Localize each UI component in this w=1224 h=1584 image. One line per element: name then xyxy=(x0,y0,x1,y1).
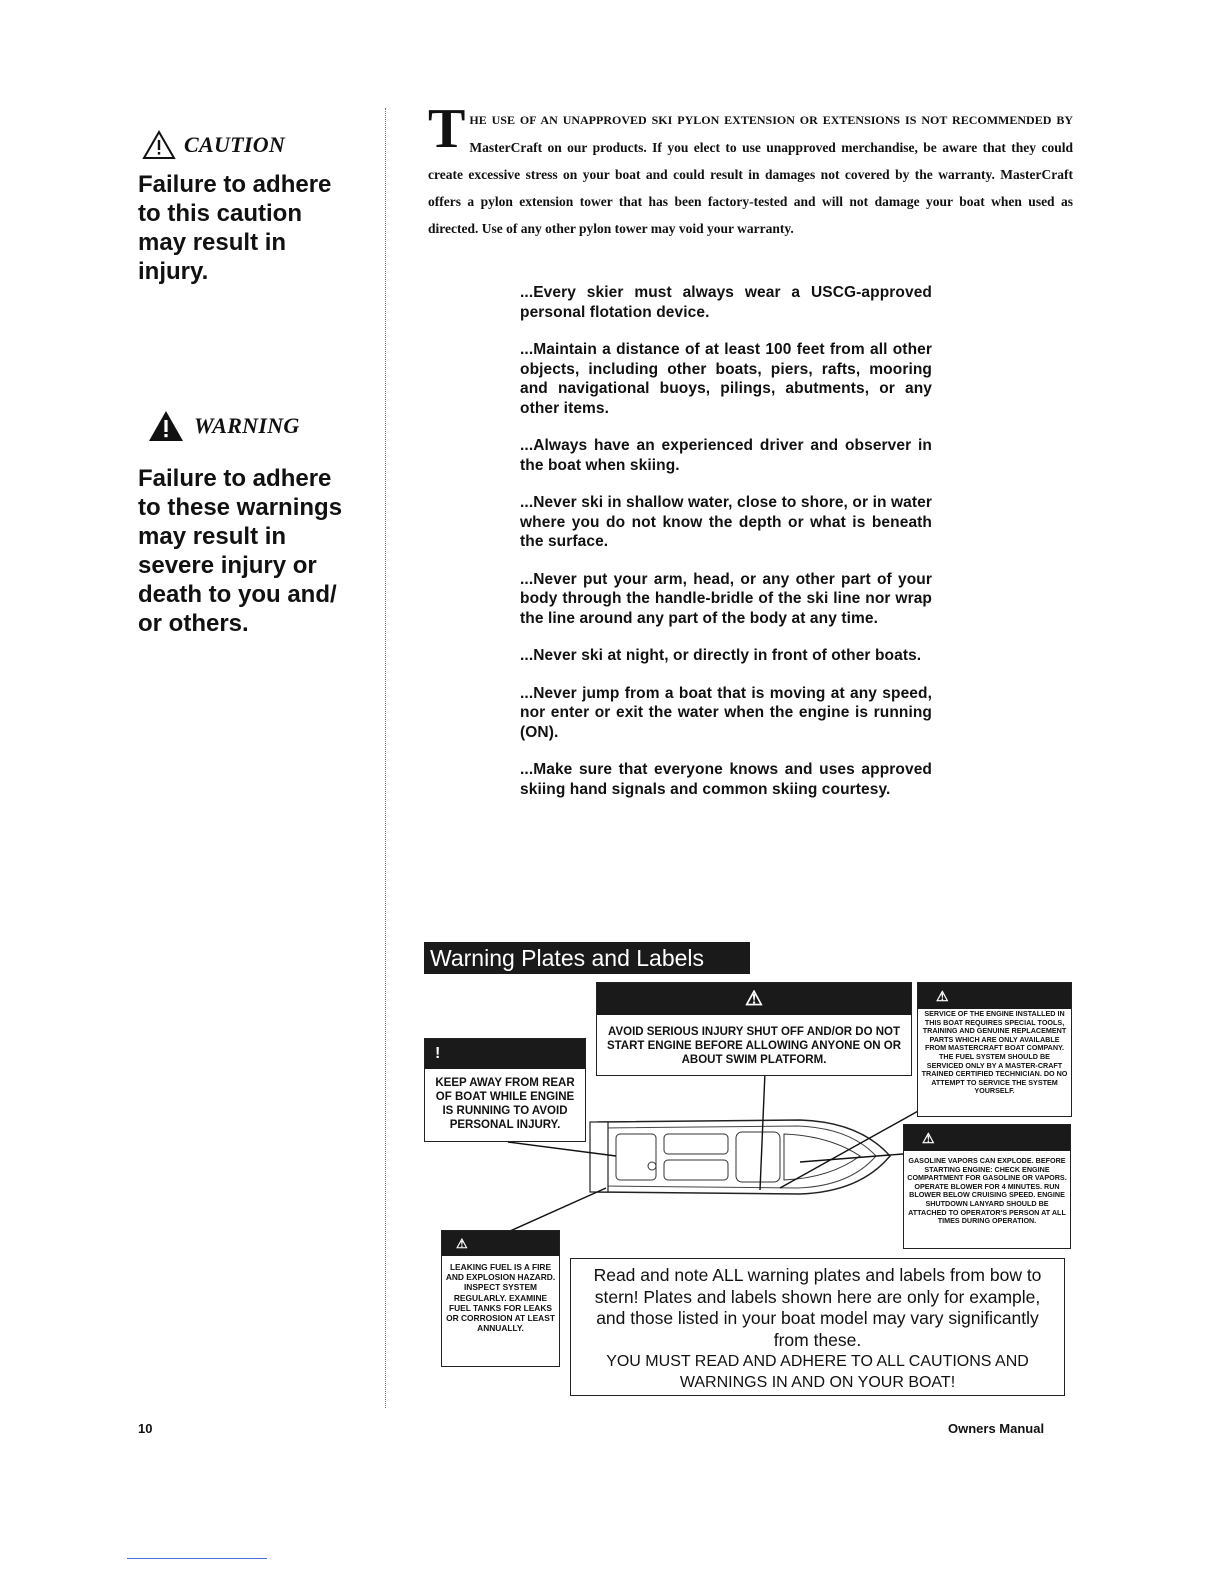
warning-symbol-icon: ⚠ xyxy=(597,983,911,1015)
caution-text: Failure to adhere to this caution may result in injury. xyxy=(138,171,332,285)
warning-label: WARNING xyxy=(194,413,300,438)
exclamation-icon: ! xyxy=(425,1039,585,1069)
column-divider xyxy=(385,108,386,1408)
scan-edge-line xyxy=(127,1558,267,1559)
label-text: GASOLINE VAPORS CAN EXPLODE. BEFORE STARTING ENGINE: CHECK ENGINE COMPARTMENT FOR GASOLINE OR VAPORS. OPERATE BLOWER FOR 4 MINUTES. RUN BLOWER BELOW CRUISING SPEED. ENGINE SHUTDOWN LANYARD SHOULD BE ATTACHED TO OPERATOR'S PERSON AT ALL TIMES DURING OPERATION. xyxy=(907,1156,1067,1226)
label-text: SERVICE OF THE ENGINE INSTALLED IN THIS BOAT REQUIRES SPECIAL TOOLS, TRAINING AND GENUINE REPLACEMENT PARTS WHICH ARE ONLY AVAILABLE FROM MASTERCRAFT BOAT COMPANY. THE FUEL SYSTEM SHOULD BE SERVICED ONLY BY A MASTER-CRAFT TRAINED CERTIFIED TECHNICIAN. DO NO ATTEMPT TO SERVICE THE SYSTEM YOURSELF. xyxy=(921,1009,1068,1096)
warning-triangle-icon xyxy=(148,410,184,442)
warning-symbol-icon: ⚠ xyxy=(918,983,1071,1009)
warning-symbol-icon: ⚠ xyxy=(442,1231,559,1256)
label-text: LEAKING FUEL IS A FIRE AND EXPLOSION HAZARD. INSPECT SYSTEM REGULARLY. EXAMINE FUEL TANKS FOR LEAKS OR CORROSION AT LEAST ANNUALLY. xyxy=(445,1262,556,1334)
label-leaking-fuel xyxy=(441,1230,560,1367)
rule-item: ...Maintain a distance of at least 100 feet from all other objects, including other boats, piers, rafts, mooring and navigational buoys, pilings, abutments, or any other items. xyxy=(520,341,932,417)
warning-text: Failure to adhere to these warnings may result in severe injury or death to you and/ or others. xyxy=(138,465,343,637)
label-engine-service xyxy=(917,982,1072,1117)
label-swim-platform xyxy=(596,982,912,1076)
rule-item: ...Every skier must always wear a USCG-approved personal flotation device. xyxy=(520,284,932,321)
safety-rules-list xyxy=(520,283,932,817)
intro-body: MasterCraft on our products. If you elect to use unapproved merchandise, be aware that they could create excessive stress on your boat and could result in damages not covered by the warranty. MasterCraft offers a pylon extension tower that has been factory-tested and will not damage your boat when used as directed. Use of any other pylon tower may void your warranty. xyxy=(428,140,1073,236)
label-gasoline-vapors xyxy=(903,1124,1071,1249)
footer-title: Owners Manual xyxy=(948,1421,1045,1436)
label-text: AVOID SERIOUS INJURY SHUT OFF AND/OR DO NOT START ENGINE BEFORE ALLOWING ANYONE ON OR ABOUT SWIM PLATFORM. xyxy=(606,1026,902,1066)
rule-item: ...Never jump from a boat that is moving at any speed, nor enter or exit the water when the engine is running (ON). xyxy=(520,684,932,741)
drop-cap: T xyxy=(428,98,466,160)
rule-item: ...Never ski in shallow water, close to shore, or in water where you do not know the depth or what is beneath the surface. xyxy=(520,494,932,550)
section-heading: Warning Plates and Labels xyxy=(424,942,750,974)
intro-lead-caps: HE USE OF AN UNAPPROVED SKI PYLON EXTENSION OR EXTENSIONS IS NOT RECOMMENDED BY xyxy=(469,113,1073,127)
rule-item: ...Always have an experienced driver and observer in the boat when skiing. xyxy=(520,437,932,474)
notice-caps-text: YOU MUST READ AND ADHERE TO ALL CAUTIONS AND WARNINGS IN AND ON YOUR BOAT! xyxy=(606,1353,1029,1391)
label-text: KEEP AWAY FROM REAR OF BOAT WHILE ENGINE IS RUNNING TO AVOID PERSONAL INJURY. xyxy=(435,1077,575,1131)
read-all-labels-notice xyxy=(570,1258,1065,1396)
warning-heading xyxy=(148,410,300,442)
caution-triangle-icon xyxy=(142,130,176,160)
caution-heading xyxy=(142,130,285,160)
warning-symbol-icon: ⚠ xyxy=(904,1125,1070,1151)
label-keep-away xyxy=(424,1038,586,1142)
rule-item: ...Never put your arm, head, or any other part of your body through the handle-bridle of the ski line nor wrap the line around any part of the body at any time. xyxy=(520,570,932,627)
caution-label: CAUTION xyxy=(184,132,286,157)
notice-main-text: Read and note ALL warning plates and labels from bow to stern! Plates and labels shown here are only for example, and those listed in your boat model may vary significantly from these. xyxy=(593,1265,1042,1350)
rule-item: ...Make sure that everyone knows and uses approved skiing hand signals and common skiing courtesy. xyxy=(520,761,932,798)
rule-item: ...Never ski at night, or directly in front of other boats. xyxy=(520,647,922,664)
intro-paragraph xyxy=(428,98,1073,242)
page-number: 10 xyxy=(138,1421,153,1436)
